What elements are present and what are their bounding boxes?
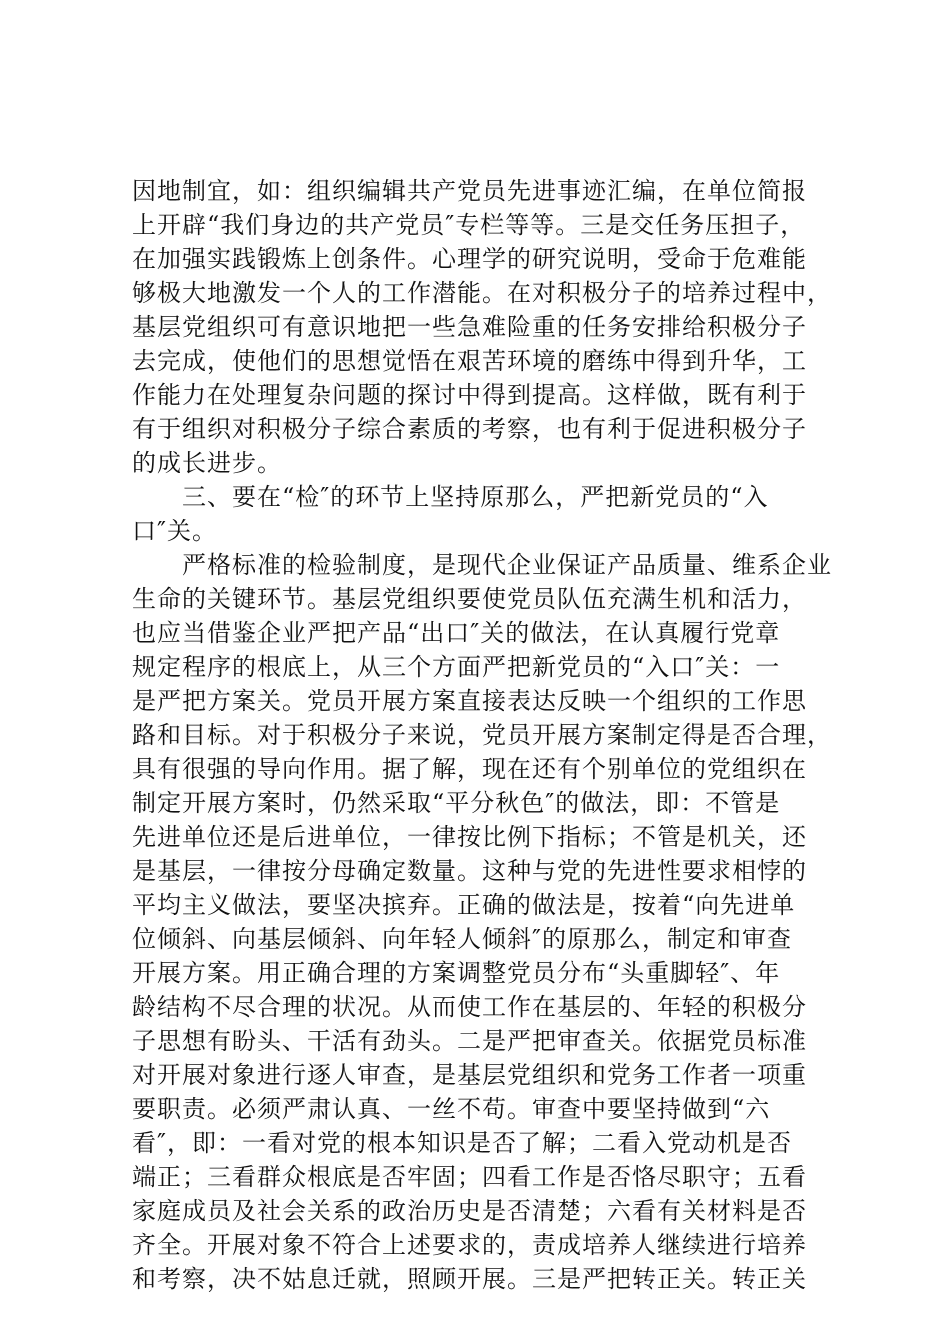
text-line: 因地制宜，如：组织编辑共产党员先进事迹汇编，在单位简报 <box>132 177 807 205</box>
text-line: 去完成，使他们的思想觉悟在艰苦环境的磨练中得到升华，工 <box>132 347 807 375</box>
text-line: 规定程序的根底上，从三个方面严把新党员的“入口″关：一 <box>132 653 781 681</box>
text-line: 先进单位还是后进单位，一律按比例下指标；不管是机关，还 <box>132 823 807 851</box>
text-line: 作能力在处理复杂问题的探讨中得到提高。这样做，既有利于 <box>132 381 807 409</box>
text-line: 路和目标。对于积极分子来说，党员开展方案制定得是否合理， <box>132 721 832 749</box>
text-line: 齐全。开展对象不符合上述要求的，责成培养人继续进行培养 <box>132 1231 807 1259</box>
text-line: 够极大地激发一个人的工作潜能。在对积极分子的培养过程中， <box>132 279 832 307</box>
text-line: 基层党组织可有意识地把一些急难险重的任务安排给积极分子 <box>132 313 807 341</box>
text-line: 在加强实践锻炼上创条件。心理学的研究说明，受命于危难能 <box>132 245 807 273</box>
text-line: 生命的关键环节。基层党组织要使党员队伍充满生机和活力， <box>132 585 807 613</box>
text-line: 也应当借鉴企业严把产品“出口″关的做法，在认真履行党章 <box>132 619 781 647</box>
text-line: 具有很强的导向作用。据了解，现在还有个别单位的党组织在 <box>132 755 807 783</box>
text-line: 开展方案。用正确合理的方案调整党员分布“头重脚轻″、年 <box>132 959 781 987</box>
text-line: 平均主义做法，要坚决摈弃。正确的做法是，按着“向先进单 <box>132 891 796 919</box>
text-line: 家庭成员及社会关系的政治历史是否清楚；六看有关材料是否 <box>132 1197 807 1225</box>
text-line: 要职责。必须严肃认真、一丝不苟。审查中要坚持做到“六 <box>132 1095 771 1123</box>
section-heading-line: 口″关。 <box>132 517 217 545</box>
text-line: 子思想有盼头、干活有劲头。二是严把审查关。依据党员标准 <box>132 1027 807 1055</box>
text-line: 严格标准的检验制度，是现代企业保证产品质量、维系企业 <box>132 551 832 579</box>
text-line: 有于组织对积极分子综合素质的考察，也有利于促进积极分子 <box>132 415 807 443</box>
text-line: 是基层，一律按分母确定数量。这种与党的先进性要求相悖的 <box>132 857 807 885</box>
text-line: 制定开展方案时，仍然采取“平分秋色″的做法，即：不管是 <box>132 789 781 817</box>
text-line: 对开展对象进行逐人审查，是基层党组织和党务工作者一项重 <box>132 1061 807 1089</box>
body-text <box>132 174 832 1296</box>
text-line: 和考察，决不姑息迁就，照顾开展。三是严把转正关。转正关 <box>132 1265 807 1293</box>
text-line: 是严把方案关。党员开展方案直接表达反映一个组织的工作思 <box>132 687 807 715</box>
section-heading-line: 三、要在“检″的环节上坚持原那么，严把新党员的“入 <box>132 483 769 511</box>
text-line: 端正；三看群众根底是否牢固；四看工作是否恪尽职守；五看 <box>132 1163 807 1191</box>
text-line: 的成长进步。 <box>132 449 282 477</box>
text-line: 上开辟“我们身边的共产党员″专栏等等。三是交任务压担子， <box>132 211 806 239</box>
text-line: 位倾斜、向基层倾斜、向年轻人倾斜″的原那么，制定和审查 <box>132 925 792 953</box>
text-line: 看″，即：一看对党的根本知识是否了解；二看入党动机是否 <box>132 1129 792 1157</box>
text-line: 龄结构不尽合理的状况。从而使工作在基层的、年轻的积极分 <box>132 993 807 1021</box>
